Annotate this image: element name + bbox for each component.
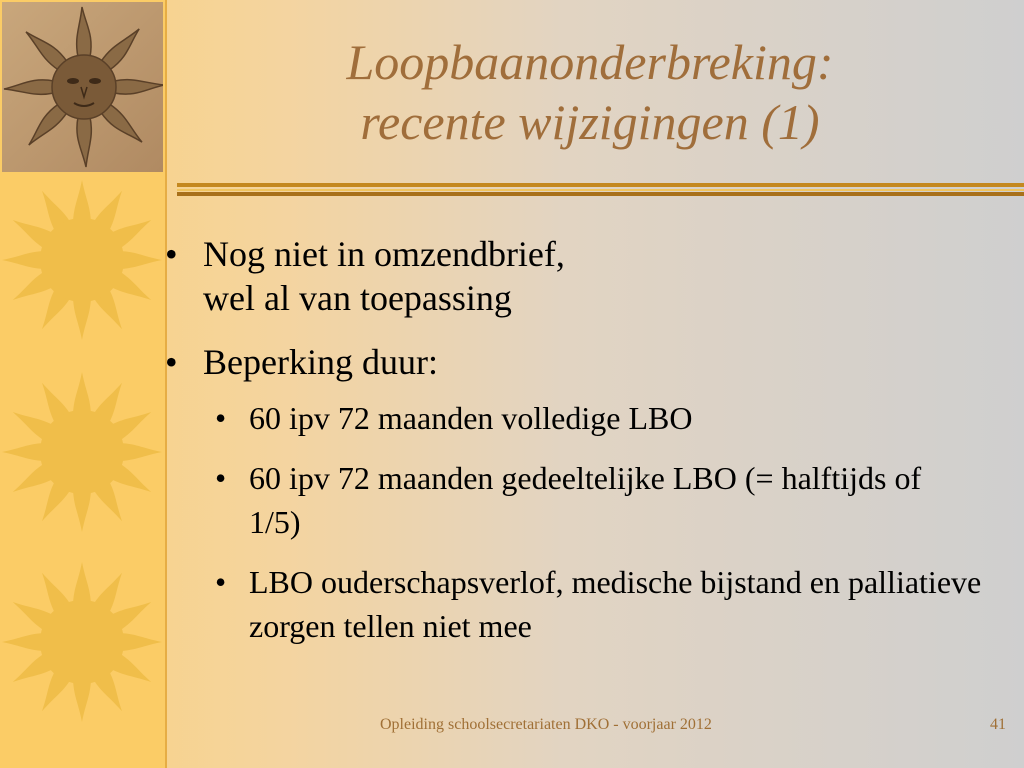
sun-icon (0, 370, 165, 535)
sun-icon (0, 560, 165, 725)
bullet-text-line-1: Nog niet in omzendbrief, (203, 234, 565, 274)
title-line-2: recente wijzigingen (1) (360, 94, 820, 150)
bullet-item (165, 340, 1005, 384)
sub-bullet-item (215, 396, 989, 440)
slide-title (230, 32, 950, 152)
footer-text: Opleiding schoolsecretariaten DKO - voorjaar 2012 (380, 716, 712, 733)
bullet-marker: • (165, 234, 178, 274)
bullet-marker: • (165, 342, 178, 382)
bullet-marker: • (215, 564, 227, 600)
bullet-item (165, 232, 1005, 320)
sun-icon (0, 178, 165, 343)
sub-bullet-text: 60 ipv 72 maanden gedeeltelijke LBO (= halftijds of 1/5) (249, 460, 922, 540)
bullet-text-line-2: wel al van toepassing (203, 278, 512, 318)
logo-box (2, 2, 163, 172)
bullet-marker: • (215, 400, 227, 436)
sub-bullet-item (215, 456, 989, 544)
page-number: 41 (990, 716, 1006, 733)
title-divider (177, 180, 1024, 200)
slide-body (165, 232, 1005, 664)
sub-bullet-item (215, 560, 989, 648)
sub-bullet-text: 60 ipv 72 maanden volledige LBO (249, 400, 693, 436)
title-line-1: Loopbaanonderbreking: (346, 34, 834, 90)
sun-face-logo-icon (2, 2, 163, 172)
bullet-text: Beperking duur: (203, 342, 438, 382)
sub-bullet-text: LBO ouderschapsverlof, medische bijstand en palliatieve zorgen tellen niet mee (249, 564, 982, 644)
bullet-marker: • (215, 460, 227, 496)
